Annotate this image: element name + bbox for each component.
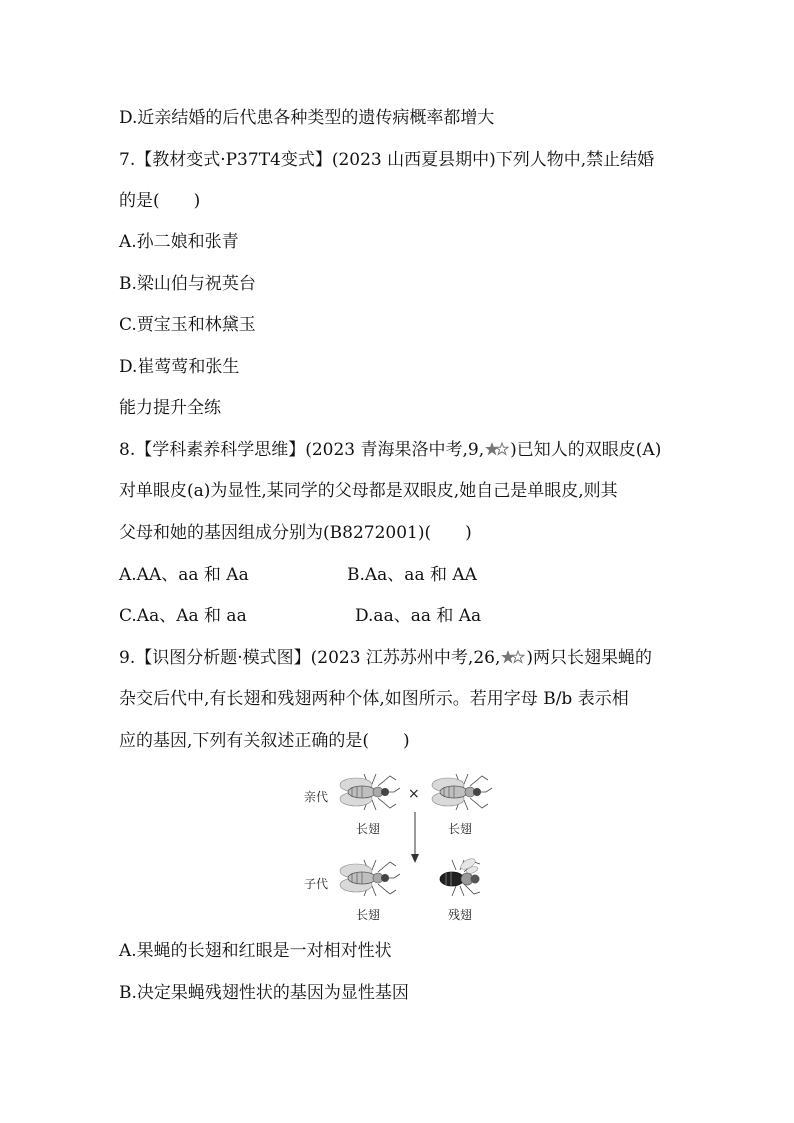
child2-trait-label: 残翅	[448, 908, 473, 922]
star-icon	[485, 441, 509, 457]
q8-option-c: C.Aa、Aa 和 aa	[119, 606, 247, 626]
q7-option-b: B.梁山伯与祝英台	[119, 274, 256, 294]
q9-option-a: A.果蝇的长翅和红眼是一对相对性状	[119, 941, 392, 961]
cross-symbol: ×	[408, 786, 420, 802]
q9-stem-line1-end: )两只长翅果蝇的	[526, 648, 653, 668]
fruit-fly-cross-diagram	[298, 764, 498, 926]
q7-stem-line1: 7.【教材变式·P37T4变式】(2023 山西夏县期中)下列人物中,禁止结婚	[119, 150, 655, 170]
long-wing-fly-icon	[338, 768, 402, 816]
q7-option-a: A.孙二娘和张青	[119, 232, 239, 252]
q8-stem-line1-start: 8.【学科素养科学思维】(2023 青海果洛中考,9,	[119, 440, 485, 460]
q9-option-b: B.决定果蝇残翅性状的基因为显性基因	[119, 983, 409, 1003]
q9-stem-line2: 杂交后代中,有长翅和残翅两种个体,如图所示。若用字母 B/b 表示相	[119, 689, 629, 709]
long-wing-fly-icon	[338, 854, 402, 902]
q8-option-a: A.AA、aa 和 Aa	[119, 565, 249, 585]
section-heading: 能力提升全练	[119, 398, 221, 418]
q8-stem-line2: 对单眼皮(a)为显性,某同学的父母都是双眼皮,她自己是单眼皮,则其	[119, 481, 618, 501]
q7-option-c: C.贾宝玉和林黛玉	[119, 315, 256, 335]
q8-stem-line1	[119, 438, 661, 462]
arrow-down-icon	[410, 812, 420, 864]
parent2-trait-label: 长翅	[448, 822, 473, 836]
q8-stem-line1-end: )已知人的双眼皮(A)	[510, 440, 662, 460]
q8-stem-line3: 父母和她的基因组成分别为(B8272001)( )	[119, 523, 472, 543]
q9-stem-line3: 应的基因,下列有关叙述正确的是( )	[119, 731, 410, 751]
q9-stem-line1-start: 9.【识图分析题·模式图】(2023 江苏苏州中考,26,	[119, 648, 501, 668]
long-wing-fly-icon	[430, 768, 494, 816]
offspring-generation-label: 子代	[304, 877, 329, 891]
parent-generation-label: 亲代	[304, 790, 329, 804]
star-icon	[501, 649, 525, 665]
child1-trait-label: 长翅	[356, 908, 381, 922]
q9-stem-line1	[119, 646, 652, 670]
q7-stem-line2: 的是( )	[119, 191, 201, 211]
q7-option-d: D.崔莺莺和张生	[119, 357, 240, 377]
q6-option-d: D.近亲结婚的后代患各种类型的遗传病概率都增大	[119, 108, 495, 128]
q8-option-d: D.aa、aa 和 Aa	[355, 606, 482, 626]
vestigial-wing-fly-icon	[434, 852, 490, 902]
parent1-trait-label: 长翅	[356, 822, 381, 836]
q8-option-b: B.Aa、aa 和 AA	[347, 565, 477, 585]
